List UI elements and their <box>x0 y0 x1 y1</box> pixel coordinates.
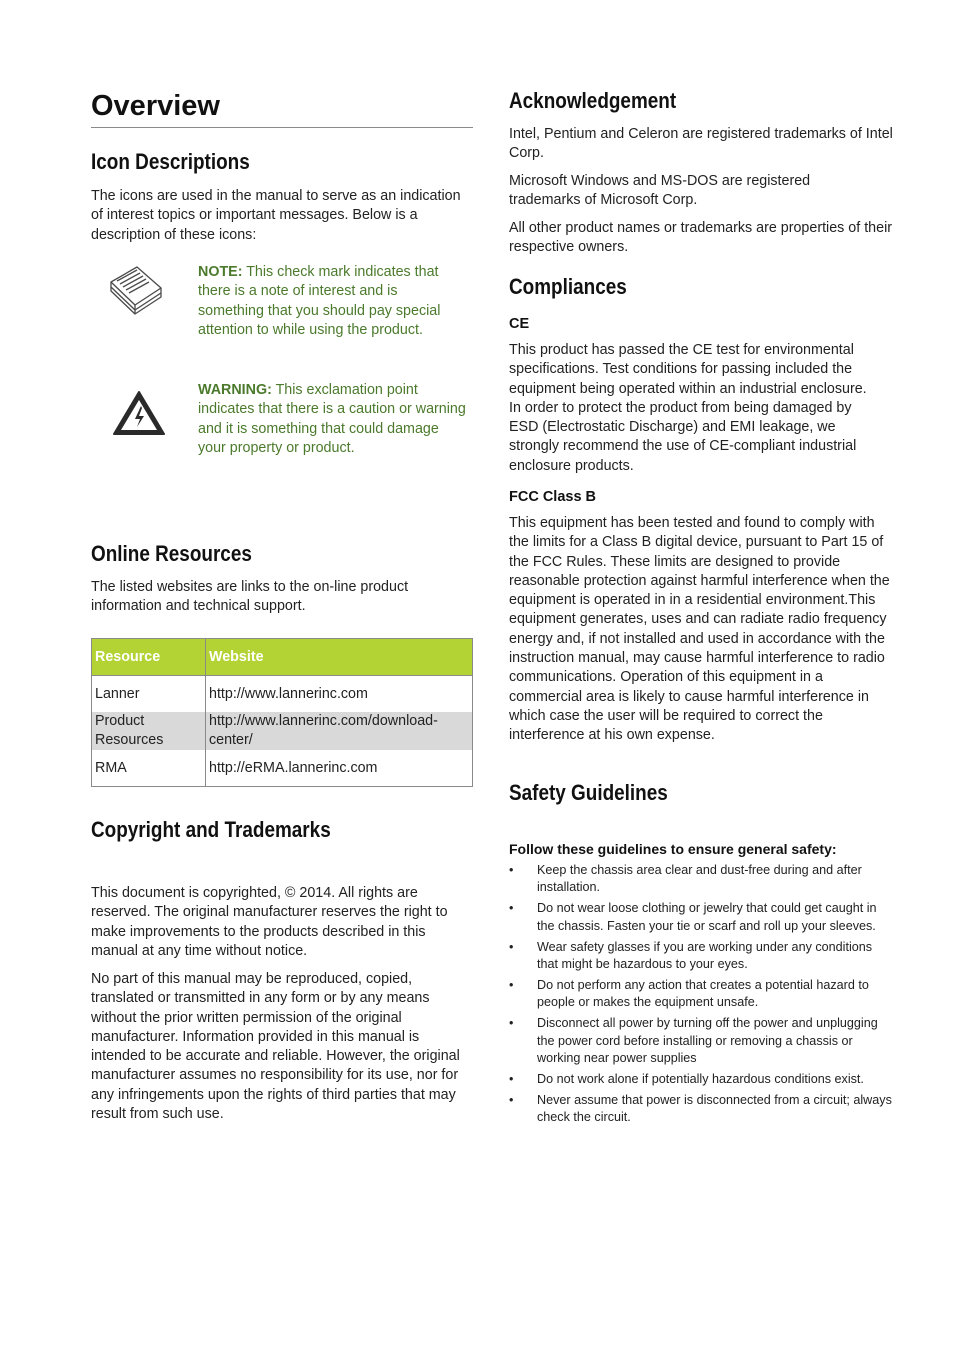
list-item <box>509 862 893 897</box>
table-row <box>92 712 473 750</box>
list-item <box>509 1015 893 1067</box>
list-item-text: Never assume that power is disconnected from a circuit; always check the circuit. <box>537 1092 892 1125</box>
table-header-row <box>92 639 473 676</box>
bullet: • <box>509 977 514 992</box>
list-item <box>509 900 893 935</box>
list-item <box>509 977 893 1012</box>
resource-cell: Lanner <box>92 676 206 713</box>
resource-cell: RMA <box>92 750 206 787</box>
online-resources-intro: The listed websites are links to the on-line product information and technical support. <box>91 579 409 615</box>
note-book-icon <box>107 262 165 322</box>
warning-description <box>198 381 468 458</box>
icon-descriptions-intro: The icons are used in the manual to serve as an indication of interest topics or important messages. Below is a description of these icons: <box>91 188 461 243</box>
bullet: • <box>509 939 514 954</box>
bullet: • <box>509 1092 514 1107</box>
copyright-paragraph-1: This document is copyrighted, © 2014. All rights are reserved. The original manufacturer reserves the right to make improvements to the products described in this manual at any time without notice. <box>91 885 448 959</box>
acknowledgement-paragraph-1: Intel, Pentium and Celeron are registered trademarks of Intel Corp. <box>509 126 893 162</box>
acknowledgement-heading: Acknowledgement <box>509 88 677 113</box>
resource-cell: Product Resources <box>92 712 206 750</box>
resources-table <box>91 638 473 787</box>
website-link[interactable]: http://eRMA.lannerinc.com <box>206 750 473 787</box>
acknowledgement-paragraph-2: Microsoft Windows and MS-DOS are registered trademarks of Microsoft Corp. <box>509 173 811 209</box>
copyright-paragraph-2: No part of this manual may be reproduced, copied, translated or transmitted in any form or by any means without the prior written permission of the original manufacturer. Information provided in this manual is intended to be accurate and reliable. However, the original manufacturer assumes no responsibility for its use, nor for any infringements upon the rights of third parties that may result from such use. <box>91 971 460 1123</box>
list-item-text: Wear safety glasses if you are working under any conditions that might be hazardous to your eyes. <box>537 939 873 972</box>
online-resources-heading: Online Resources <box>91 541 252 566</box>
bullet: • <box>509 1071 514 1086</box>
icon-descriptions-heading: Icon Descriptions <box>91 149 250 174</box>
website-link[interactable]: http://www.lannerinc.com <box>206 676 473 713</box>
warning-text: This exclamation point indicates that there is a caution or warning and it is something that could damage your property or product. <box>198 382 466 456</box>
bullet: • <box>509 1016 514 1031</box>
safety-lead: Follow these guidelines to ensure general safety: <box>509 841 837 857</box>
list-item-text: Do not work alone if potentially hazardous conditions exist. <box>537 1071 864 1086</box>
note-label: NOTE: <box>198 264 243 280</box>
table-row <box>92 676 473 713</box>
list-item-text: Do not wear loose clothing or jewelry that could get caught in the chassis. Fasten your tie or scarf and roll up your sleeves. <box>537 901 877 933</box>
column-header-resource: Resource <box>92 639 206 676</box>
note-description <box>198 263 460 340</box>
website-link[interactable]: http://www.lannerinc.com/download-center/ <box>206 712 473 750</box>
list-item-text: Keep the chassis area clear and dust-free during and after installation. <box>537 863 862 895</box>
acknowledgement-paragraph-3: All other product names or trademarks are properties of their respective owners. <box>509 220 893 256</box>
safety-guidelines-heading: Safety Guidelines <box>509 780 668 805</box>
bullet: • <box>509 863 514 877</box>
list-item <box>509 939 893 974</box>
warning-label: WARNING: <box>198 382 272 398</box>
safety-list <box>509 862 893 1130</box>
bullet: • <box>509 901 514 916</box>
ce-label: CE <box>509 316 530 332</box>
ce-paragraph: This product has passed the CE test for environmental specifications. Test conditions for passing included the equipment being operated within an industrial enclosure. In order to protect the product from being damaged by ESD (Electrostatic Discharge) and EMI leakage, we strongly recommend the use of CE-compliant industrial enclosure products. <box>509 342 867 474</box>
fcc-paragraph: This equipment has been tested and found to comply with the limits for a Class B digital device, pursuant to Part 15 of the FCC Rules. These limits are designed to provide reasonable protection against harmful interference when the equipment is operated in in a residential environment.This equipment generates, uses and can radiate radio frequency energy and, if not installed and used in accordance with the instruction manual, may cause harmful interference to radio communications. Operation of this equipment in a commercial area is likely to cause harmful interference in which case the user will be required to correct the interference at his own expense. <box>509 515 890 744</box>
page-title: Overview <box>91 88 473 128</box>
compliances-heading: Compliances <box>509 274 627 299</box>
list-item-text: Do not perform any action that creates a potential hazard to people or makes the equipment unsafe. <box>537 977 869 1010</box>
fcc-label: FCC Class B <box>509 489 597 505</box>
list-item <box>509 1071 893 1088</box>
copyright-heading: Copyright and Trademarks <box>91 817 331 842</box>
note-text: This check mark indicates that there is a note of interest and is something that you should pay special attention to while using the product. <box>198 264 441 338</box>
list-item-text: Disconnect all power by turning off the power and unplugging the power cord before installing or removing a chassis or working near power supplies <box>537 1016 878 1066</box>
table-row <box>92 750 473 787</box>
warning-icon <box>111 389 167 441</box>
column-header-website: Website <box>206 639 473 676</box>
list-item <box>509 1092 893 1127</box>
